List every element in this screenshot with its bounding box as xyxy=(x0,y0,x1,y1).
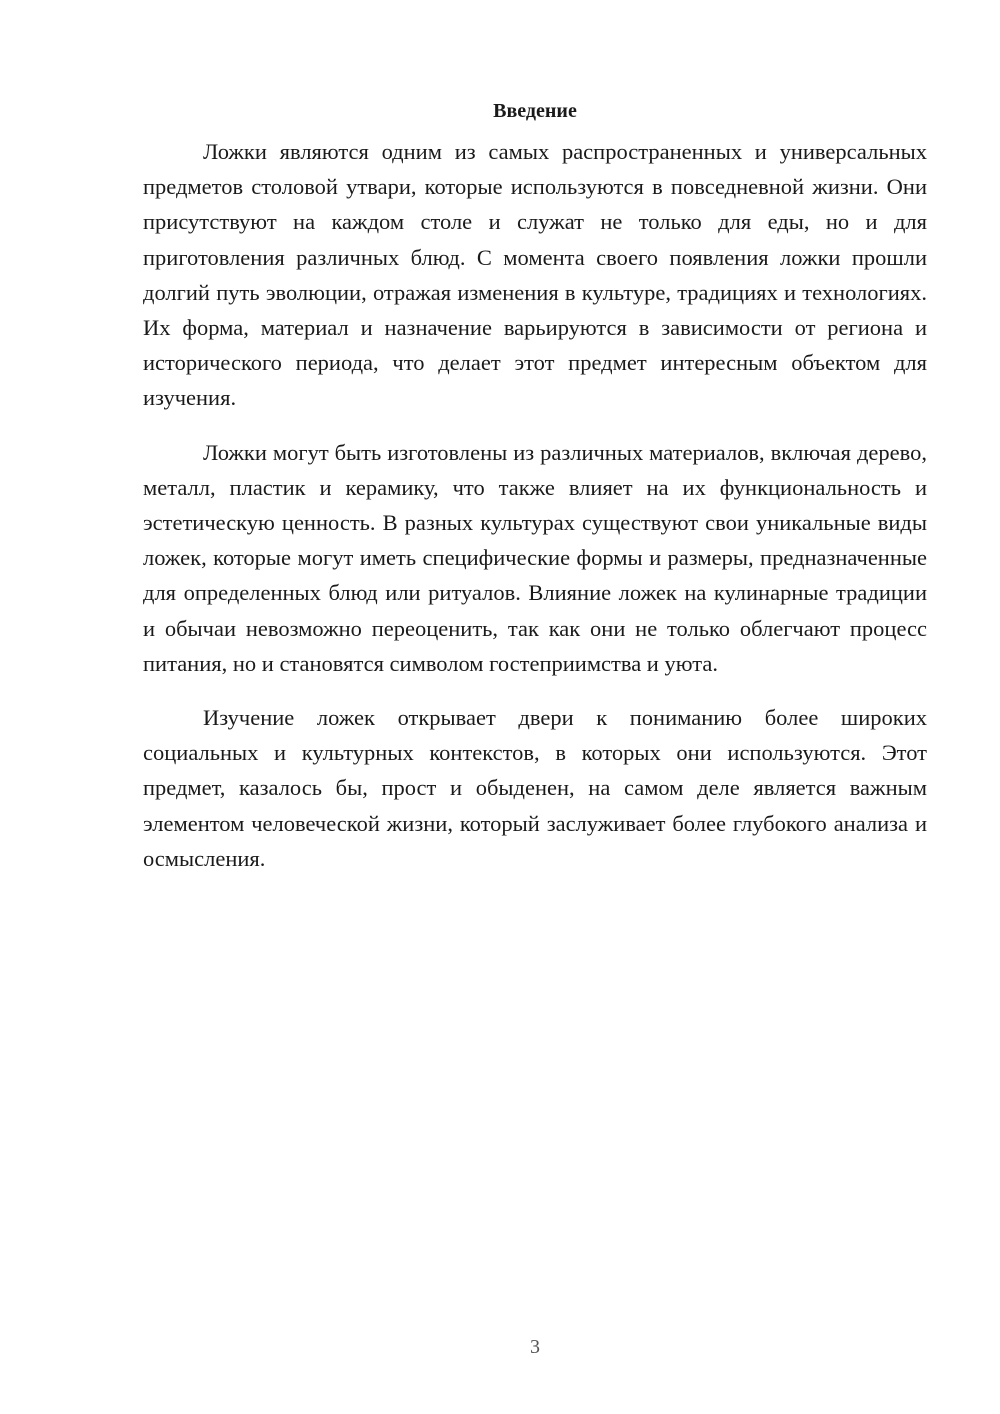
paragraph-2: Ложки могут быть изготовлены из различных материалов, включая дерево, металл, пластик и керамику, что также влияет на их функциональность и эстетическую ценность. В разных культурах существуют свои уникальные виды ложек, которые могут иметь специфические формы и размеры, предназначенные для определенных блюд или ритуалов. Влияние ложек на кулинарные традиции и обычаи невозможно переоценить, так как они не только облегчают процесс питания, но и становятся символом гостеприимства и уюта. xyxy=(143,439,927,676)
page-content xyxy=(143,96,927,895)
paragraph-3: Изучение ложек открывает двери к пониманию более широких социальных и культурных контекстов, в которых они используются. Этот предмет, казалось бы, прост и обыденен, на самом деле является важным элементом человеческой жизни, который заслуживает более глубокого анализа и осмысления. xyxy=(143,705,927,871)
paragraph-1: Ложки являются одним из самых распространенных и универсальных предметов столовой утвари, которые используются в повседневной жизни. Они присутствуют на каждом столе и служат не только для еды, но и для приготовления различных блюд. С момента своего появления ложки прошли долгий путь эволюции, отражая изменения в культуре, традициях и технологиях. Их форма, материал и назначение варьируются в зависимости от региона и исторического периода, что делает этот предмет интересным объектом для изучения. xyxy=(143,139,927,411)
page-number: 3 xyxy=(530,1336,540,1358)
section-title: Введение xyxy=(493,100,577,122)
